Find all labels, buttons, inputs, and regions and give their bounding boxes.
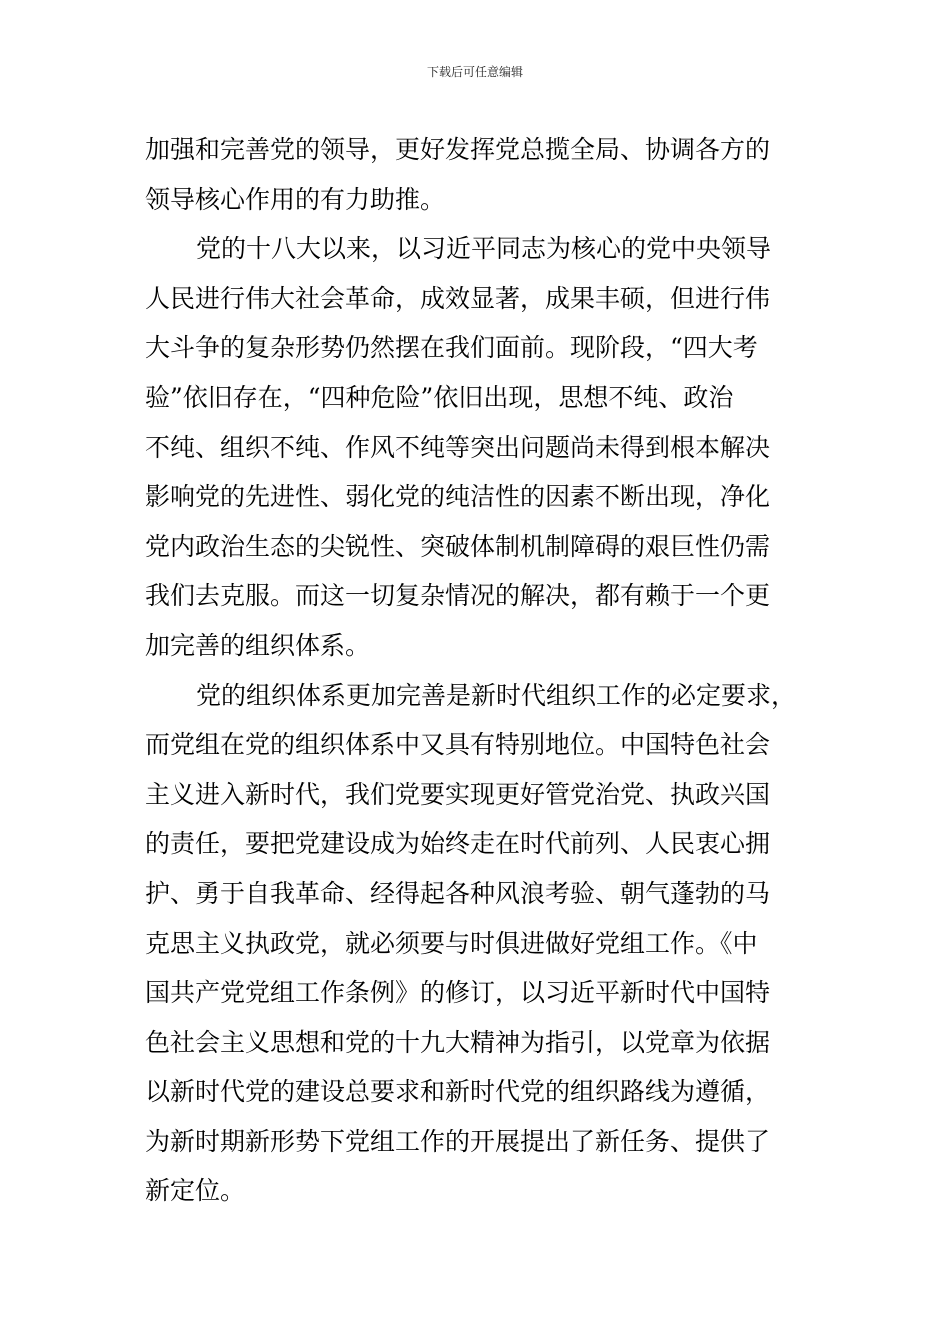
text-line: 人民进行伟大社会革命，成效显著，成果丰硕，但进行伟 [145, 283, 771, 313]
text-line: 领导核心作用的有力助推。 [145, 184, 446, 214]
text-line: 加完善的组织体系。 [145, 630, 371, 660]
paragraph-2 [145, 224, 815, 670]
text-line: 加强和完善党的领导，更好发挥党总揽全局、协调各方的 [145, 135, 771, 164]
paragraph-3 [145, 671, 815, 1217]
text-line: 为新时期新形势下党组工作的开展提出了新任务、提供了 [145, 1126, 771, 1156]
document-body [145, 125, 815, 1216]
text-line: 我们去克服。而这一切复杂情况的解决，都有赖于一个更 [145, 581, 771, 611]
text-line: 的责任，要把党建设成为始终走在时代前列、人民衷心拥 [145, 829, 771, 859]
page-header: 下载后可任意编辑 [426, 65, 523, 79]
text-line: 而党组在党的组织体系中又具有特别地位。中国特色社会 [145, 730, 771, 760]
text-line: 党的十八大以来，以习近平同志为核心的党中央领导 [196, 234, 772, 264]
text-line: 党内政治生态的尖锐性、突破体制机制障碍的艰巨性仍需 [145, 531, 771, 561]
text-line: 影响党的先进性、弱化党的纯洁性的因素不断出现，净化 [145, 482, 771, 512]
text-line: 护、勇于自我革命、经得起各种风浪考验、朝气蓬勃的马 [145, 878, 771, 908]
text-line: 克思主义执政党，就必须要与时俱进做好党组工作。《中 [145, 928, 758, 958]
text-line: 验”依旧存在，“四种危险”依旧出现，思想不纯、政治 [145, 382, 734, 412]
text-line: 不纯、组织不纯、作风不纯等突出问题尚未得到根本解决 [145, 432, 771, 462]
text-line: 以新时代党的建设总要求和新时代党的组织路线为遵循， [145, 1077, 771, 1107]
text-line: 党的组织体系更加完善是新时代组织工作的必定要求， [196, 680, 797, 710]
text-line: 大斗争的复杂形势仍然摆在我们面前。现阶段，“四大考 [145, 333, 758, 363]
text-line: 国共产党党组工作条例》的修订，以习近平新时代中国特 [145, 978, 771, 1008]
text-line: 新定位。 [145, 1176, 246, 1206]
paragraph-1 [145, 125, 815, 224]
text-line: 色社会主义思想和党的十九大精神为指引，以党章为依据 [145, 1027, 771, 1057]
text-line: 主义进入新时代，我们党要实现更好管党治党、执政兴国 [145, 779, 771, 809]
